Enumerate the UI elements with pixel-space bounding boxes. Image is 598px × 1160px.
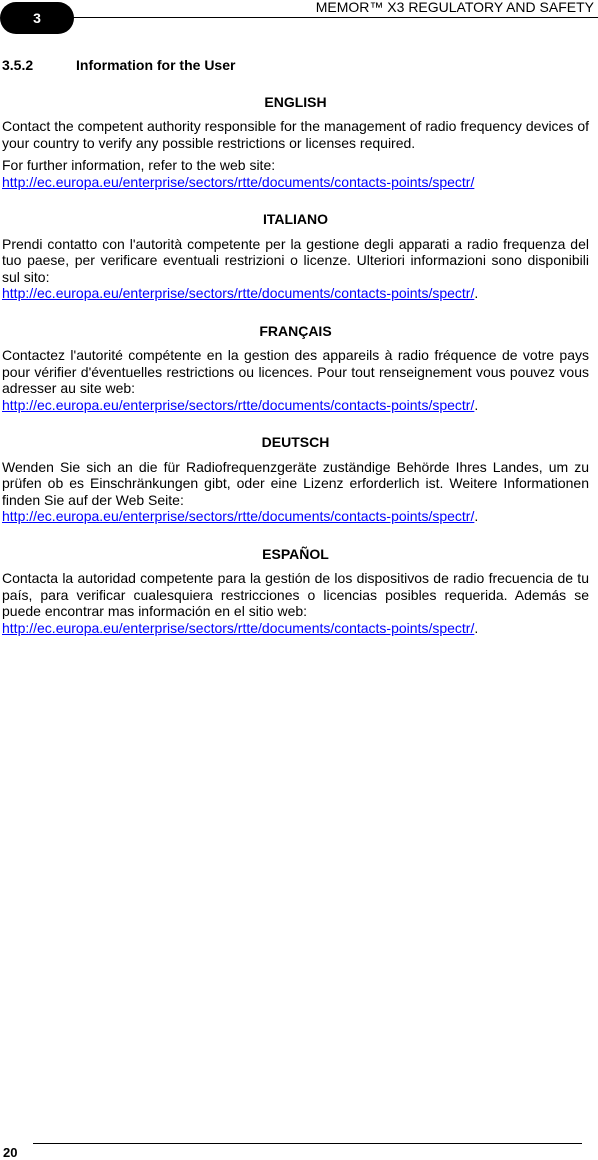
link-trail: . <box>474 619 479 636</box>
language-block-francais <box>2 323 589 414</box>
section-heading <box>2 57 589 74</box>
language-heading: ENGLISH <box>264 93 327 110</box>
language-text: Contact the competent authority responsible for the management of radio frequency devices of your country to verify any possible restrictions or licenses required. <box>2 118 589 151</box>
header-title: MEMOR™ X3 REGULATORY AND SAFETY <box>315 0 594 15</box>
language-block-italiano <box>2 211 589 302</box>
language-block-espanol <box>2 546 589 637</box>
language-text: Contacta la autoridad competente para la gestión de los dispositivos de radio frecuencia de tu país, para verificar cualesquiera restricciones o licencias posibles requerida. Además se puede encontrar mas información en el sitio web: <box>2 570 589 619</box>
footer-rule <box>33 1143 582 1144</box>
language-heading: ITALIANO <box>262 211 329 227</box>
contacts-points-link[interactable]: http://ec.europa.eu/enterprise/sectors/rtte/documents/contacts-points/spectr/ <box>2 173 475 190</box>
language-text-with-link <box>2 347 589 413</box>
language-heading: DEUTSCH <box>261 434 330 450</box>
language-block-english <box>2 94 589 191</box>
language-text: Wenden Sie sich an die für Radiofrequenzgeräte zuständige Behörde Ihres Landes, um zu prüfen ob es Einschränkungen gibt, oder eine Lizenz erforderlich ist. Weitere Informationen finden Sie auf der Web Seite: <box>2 458 589 508</box>
page-content <box>2 57 589 657</box>
link-trail: . <box>474 396 479 413</box>
language-heading: FRANÇAIS <box>259 322 332 339</box>
link-trail: . <box>474 285 479 301</box>
language-heading: ESPAÑOL <box>262 545 329 562</box>
header-rule <box>66 17 598 18</box>
contacts-points-link[interactable]: http://ec.europa.eu/enterprise/sectors/rtte/documents/contacts-points/spectr/ <box>2 619 475 636</box>
language-text-with-link <box>2 459 589 525</box>
language-text-secondary: For further information, refer to the web site: <box>2 157 276 173</box>
language-text-with-link <box>2 570 589 636</box>
link-trail: . <box>474 508 479 524</box>
language-link-paragraph <box>2 157 589 190</box>
page-number: 20 <box>3 1145 18 1160</box>
language-text: Prendi contatto con l'autorità competente per la gestione degli apparati a radio frequenza del tuo paese, per verificare eventuali restrizioni o licenze. Ulteriori informazioni sono disponibili sul sito: <box>2 235 589 285</box>
language-text: Contactez l'autorité compétente en la gestion des appareils à radio fréquence de votre pays pour vérifier d'éventuelles restrictions ou licences. Pour tout renseignement vous pouvez vous adresser au site web: <box>2 347 589 396</box>
language-block-deutsch <box>2 434 589 525</box>
page-header <box>0 0 598 36</box>
contacts-points-link[interactable]: http://ec.europa.eu/enterprise/sectors/rtte/documents/contacts-points/spectr/ <box>2 508 475 524</box>
contacts-points-link[interactable]: http://ec.europa.eu/enterprise/sectors/rtte/documents/contacts-points/spectr/ <box>2 285 475 301</box>
chapter-badge: 3 <box>0 2 74 34</box>
contacts-points-link[interactable]: http://ec.europa.eu/enterprise/sectors/rtte/documents/contacts-points/spectr/ <box>2 396 475 413</box>
language-text-with-link <box>2 236 589 302</box>
section-number: 3.5.2 <box>2 57 34 73</box>
section-title: Information for the User <box>76 57 236 73</box>
